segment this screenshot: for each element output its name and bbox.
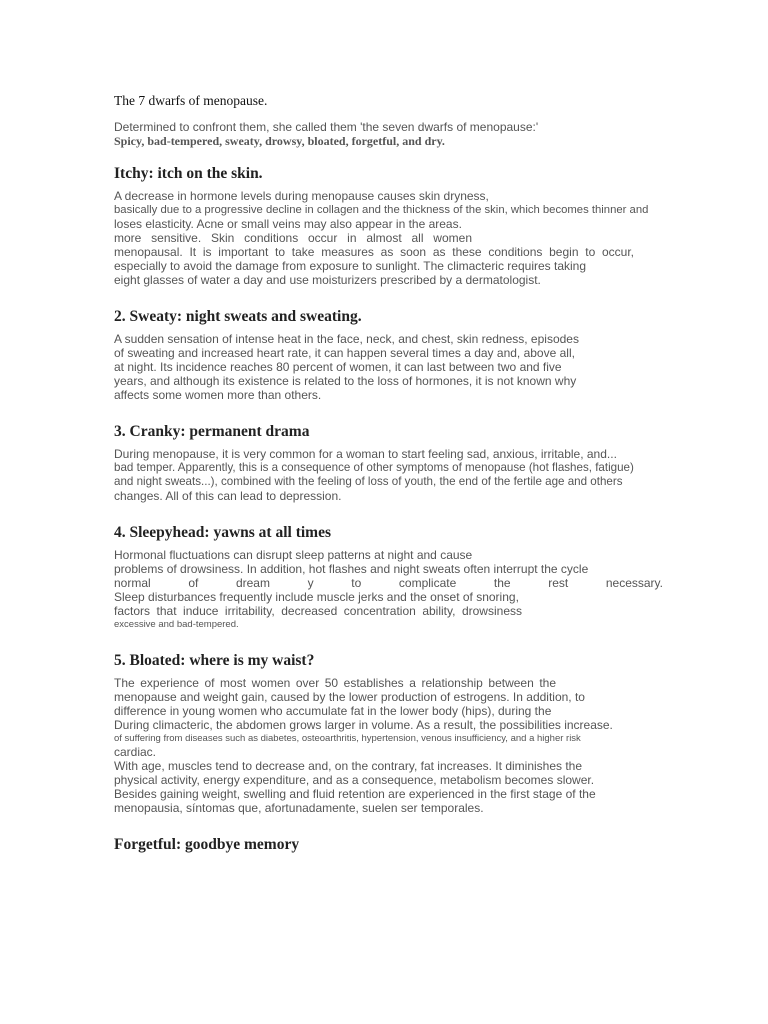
paragraph-line: Hormonal fluctuations can disrupt sleep patterns at night and cause bbox=[114, 548, 473, 562]
paragraph-line: more sensitive. Skin conditions occur in almost all women bbox=[114, 231, 472, 245]
section-paragraph bbox=[114, 189, 664, 287]
paragraph-line: normal of dream y to complicate the rest necessary. bbox=[114, 576, 663, 590]
section-paragraph bbox=[114, 332, 664, 402]
paragraph-line: menopausia, síntomas que, afortunadamente, suelen ser temporales. bbox=[114, 801, 484, 815]
paragraph-line: and night sweats...), combined with the feeling of loss of youth, the end of the fertile age and others bbox=[114, 475, 623, 488]
section-forgetful bbox=[114, 835, 664, 855]
paragraph-line: of sweating and increased heart rate, it can happen several times a day and, above all, bbox=[114, 346, 575, 360]
section-heading: Itchy: itch on the skin. bbox=[114, 165, 263, 182]
paragraph-line: basically due to a progressive decline in collagen and the thickness of the skin, which becomes thinner and bbox=[114, 204, 649, 216]
paragraph-line: excessive and bad-tempered. bbox=[114, 619, 239, 630]
paragraph-line: cardiac. bbox=[114, 745, 157, 759]
paragraph-line: especially to avoid the damage from exposure to sunlight. The climacteric requires taking bbox=[114, 259, 587, 273]
paragraph-line: Besides gaining weight, swelling and fluid retention are experienced in the first stage of the bbox=[114, 787, 596, 801]
paragraph-line: menopause and weight gain, caused by the lower production of estrogens. In addition, to bbox=[114, 690, 585, 704]
section-sweaty bbox=[114, 307, 664, 402]
section-itchy bbox=[114, 164, 664, 287]
section-cranky bbox=[114, 422, 664, 503]
section-paragraph bbox=[114, 447, 664, 503]
paragraph-line: factors that induce irritability, decreased concentration ability, drowsiness bbox=[114, 604, 522, 618]
paragraph-line: During climacteric, the abdomen grows larger in volume. As a result, the possibilities increase. bbox=[114, 718, 613, 732]
paragraph-line: changes. All of this can lead to depression. bbox=[114, 489, 342, 503]
document-title: The 7 dwarfs of menopause. bbox=[114, 93, 268, 108]
paragraph-line: bad temper. Apparently, this is a consequence of other symptoms of menopause (hot flashes, fatigue) bbox=[114, 461, 634, 474]
section-heading: 4. Sleepyhead: yawns at all times bbox=[114, 524, 331, 541]
paragraph-line: difference in young women who accumulate fat in the lower body (hips), during the bbox=[114, 704, 552, 718]
paragraph-line: physical activity, energy expenditure, and as a consequence, metabolism becomes slower. bbox=[114, 773, 595, 787]
paragraph-line: years, and although its existence is related to the loss of hormones, it is not known why bbox=[114, 374, 577, 388]
paragraph-line: A sudden sensation of intense heat in the face, neck, and chest, skin redness, episodes bbox=[114, 332, 579, 346]
paragraph-line: Sleep disturbances frequently include muscle jerks and the onset of snoring, bbox=[114, 590, 519, 604]
paragraph-line: The experience of most women over 50 establishes a relationship between the bbox=[114, 676, 556, 690]
paragraph-line: of suffering from diseases such as diabetes, osteoarthritis, hypertension, venous insufficiency, and a higher risk bbox=[114, 733, 581, 744]
paragraph-line: problems of drowsiness. In addition, hot flashes and night sweats often interrupt the cycle bbox=[114, 562, 589, 576]
section-bloated bbox=[114, 651, 664, 815]
section-heading: 3. Cranky: permanent drama bbox=[114, 423, 310, 440]
paragraph-line: A decrease in hormone levels during menopause causes skin dryness, bbox=[114, 189, 489, 203]
section-paragraph bbox=[114, 676, 664, 815]
section-heading: 2. Sweaty: night sweats and sweating. bbox=[114, 308, 362, 325]
paragraph-line: With age, muscles tend to decrease and, on the contrary, fat increases. It diminishes the bbox=[114, 759, 583, 773]
paragraph-line: affects some women more than others. bbox=[114, 388, 322, 402]
intro-dwarfs-list: Spicy, bad-tempered, sweaty, drowsy, bloated, forgetful, and dry. bbox=[114, 134, 445, 148]
section-sleepyhead bbox=[114, 523, 664, 631]
paragraph-line: menopausal. It is important to take measures as soon as these conditions begin to occur, bbox=[114, 245, 634, 259]
paragraph-line: at night. Its incidence reaches 80 percent of women, it can last between two and five bbox=[114, 360, 562, 374]
section-heading: 5. Bloated: where is my waist? bbox=[114, 652, 315, 669]
intro-text: Determined to confront them, she called them 'the seven dwarfs of menopause:' bbox=[114, 120, 539, 134]
paragraph-line: loses elasticity. Acne or small veins may also appear in the areas. bbox=[114, 217, 462, 231]
section-heading: Forgetful: goodbye memory bbox=[114, 836, 300, 853]
paragraph-line: eight glasses of water a day and use moisturizers prescribed by a dermatologist. bbox=[114, 273, 541, 287]
paragraph-line: During menopause, it is very common for a woman to start feeling sad, anxious, irritable, and... bbox=[114, 447, 617, 461]
document-page bbox=[114, 92, 664, 875]
section-paragraph bbox=[114, 548, 664, 631]
